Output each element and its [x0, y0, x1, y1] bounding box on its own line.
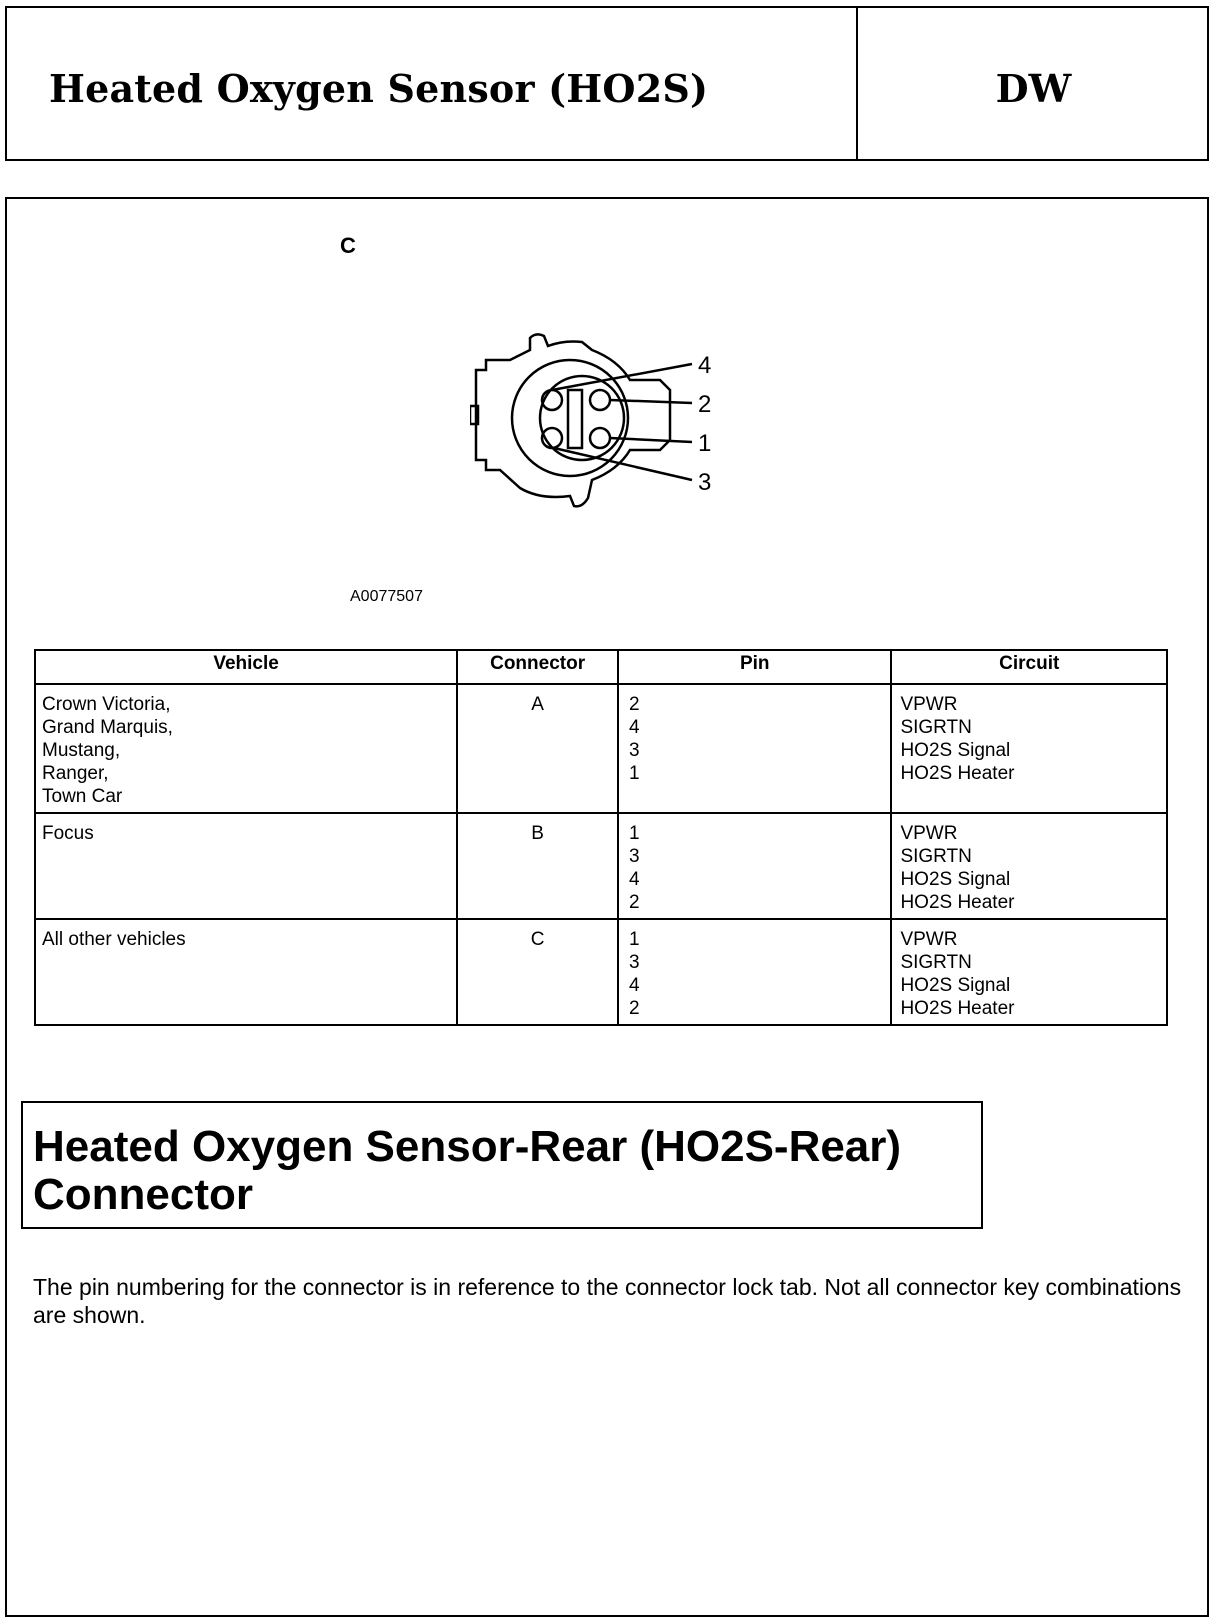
vehicle: Town Car: [42, 786, 123, 807]
circuit-cell: [891, 684, 1167, 813]
circuit: HO2S Signal: [900, 740, 1011, 761]
callout-1: 1: [698, 430, 712, 457]
vehicle-cell: [35, 813, 457, 919]
connector-key-bar: [568, 390, 582, 448]
vehicle: Mustang,: [42, 740, 121, 761]
col-circuit: Circuit: [891, 650, 1167, 684]
pin: 1: [629, 763, 640, 784]
section-title-line-1: Heated Oxygen Sensor-Rear (HO2S-Rear): [33, 1122, 902, 1171]
page-title: Heated Oxygen Sensor (HO2S): [49, 66, 709, 111]
pin-1-socket: [590, 428, 610, 448]
circuit: VPWR: [900, 823, 958, 844]
connector-label: C: [340, 233, 356, 258]
pin-numbering-note: The pin numbering for the connector is in reference to the connector lock tab. Not all connector key combinations are shown.: [33, 1274, 1182, 1328]
vehicle: Focus: [42, 823, 94, 844]
col-connector: Connector: [457, 650, 618, 684]
connector-diagram: [470, 330, 760, 540]
section-title: [33, 1123, 973, 1219]
connector-cell: C: [457, 919, 618, 1025]
pin-cell: [618, 684, 891, 813]
vehicle-cell: [35, 919, 457, 1025]
callout-4: 4: [698, 352, 712, 379]
page-code: DW: [995, 66, 1072, 111]
section-heading-box: [21, 1101, 983, 1229]
circuit-cell: [891, 919, 1167, 1025]
table-row: [35, 684, 1167, 813]
pin: 2: [629, 694, 640, 715]
circuit: HO2S Signal: [900, 869, 1011, 890]
vehicle: Crown Victoria,: [42, 694, 171, 715]
pin: 3: [629, 846, 640, 867]
pin: 1: [629, 823, 640, 844]
pin-table: [34, 649, 1168, 1026]
pin: 4: [629, 975, 640, 996]
pin: 2: [629, 892, 640, 913]
table-header-row: [35, 650, 1167, 684]
circuit: HO2S Heater: [900, 892, 1015, 913]
vehicle: Grand Marquis,: [42, 717, 173, 738]
circuit: SIGRTN: [900, 952, 972, 973]
pin: 2: [629, 998, 640, 1019]
connector-cell: B: [457, 813, 618, 919]
table-row: [35, 919, 1167, 1025]
circuit: HO2S Signal: [900, 975, 1011, 996]
col-vehicle: Vehicle: [35, 650, 457, 684]
figure-id: A0077507: [350, 588, 423, 605]
circuit: HO2S Heater: [900, 763, 1015, 784]
pin-2-socket: [590, 390, 610, 410]
table-row: [35, 813, 1167, 919]
lock-tab-slot: [470, 406, 478, 424]
page-header: [5, 6, 1209, 161]
vehicle-cell: [35, 684, 457, 813]
pin: 4: [629, 869, 640, 890]
vehicle: Ranger,: [42, 763, 109, 784]
col-pin: Pin: [618, 650, 891, 684]
callout-3: 3: [698, 469, 712, 496]
circuit: VPWR: [900, 694, 958, 715]
circuit-cell: [891, 813, 1167, 919]
section-title-line-2: Connector: [33, 1170, 253, 1219]
connector-cell: A: [457, 684, 618, 813]
pin: 4: [629, 717, 640, 738]
callout-2: 2: [698, 391, 712, 418]
circuit: SIGRTN: [900, 846, 972, 867]
vehicle: All other vehicles: [42, 929, 186, 950]
circuit: SIGRTN: [900, 717, 972, 738]
pin: 3: [629, 740, 640, 761]
pin: 3: [629, 952, 640, 973]
pin-cell: [618, 919, 891, 1025]
pin: 1: [629, 929, 640, 950]
pin-cell: [618, 813, 891, 919]
circuit: VPWR: [900, 929, 958, 950]
circuit: HO2S Heater: [900, 998, 1015, 1019]
